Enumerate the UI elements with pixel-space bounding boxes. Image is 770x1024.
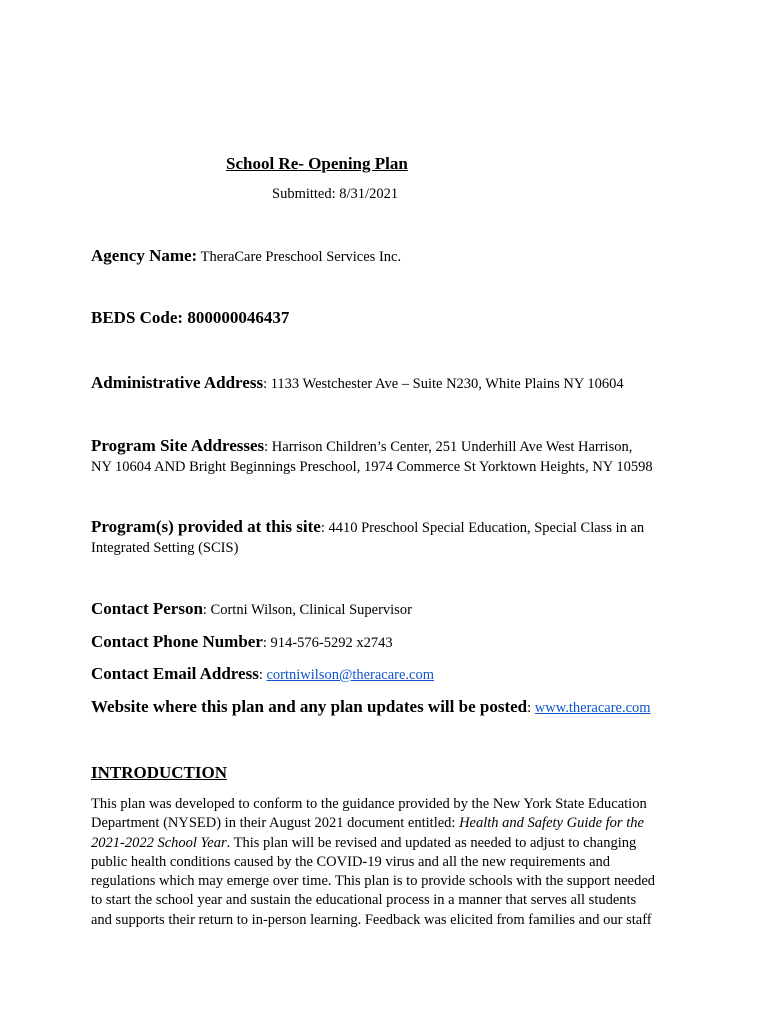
- contact-person-field: [91, 599, 412, 619]
- agency-name-label: Agency Name:: [91, 246, 198, 265]
- introduction-line: regulations which may emerge over time. This plan is to provide schools with the support needed: [91, 873, 656, 890]
- introduction-text: . This plan will be revised and updated as needed to adjust to changing: [226, 834, 637, 851]
- website-separator: :: [527, 700, 535, 716]
- contact-person-value: : Cortni Wilson, Clinical Supervisor: [202, 602, 412, 618]
- page-title: School Re- Opening Plan: [226, 154, 408, 173]
- agency-name-value: TheraCare Preschool Services Inc.: [197, 249, 402, 265]
- website-link[interactable]: www.theracare.com: [534, 700, 651, 716]
- introduction-paragraph: [91, 795, 683, 930]
- contact-person-label: Contact Person: [91, 599, 203, 618]
- program-site-addresses-field: [91, 436, 691, 477]
- submitted-date: Submitted: 8/31/2021: [272, 186, 399, 202]
- website-label: Website where this plan and any plan updates will be posted: [91, 697, 528, 716]
- introduction-line: This plan was developed to conform to the guidance provided by the New York State Education: [91, 796, 647, 812]
- programs-provided-value-line2: Integrated Setting (SCIS): [91, 539, 239, 556]
- contact-phone-value: : 914-576-5292 x2743: [262, 635, 393, 651]
- website-field: [91, 697, 651, 717]
- program-site-addresses-value-line2: NY 10604 AND Bright Beginnings Preschool, 1974 Commerce St Yorktown Heights, NY 10598: [91, 458, 653, 475]
- program-site-addresses-value-line1: : Harrison Children’s Center, 251 Underhill Ave West Harrison,: [264, 439, 633, 455]
- programs-provided-value-line1: : 4410 Preschool Special Education, Special Class in an: [320, 520, 645, 536]
- program-site-addresses-label: Program Site Addresses: [91, 436, 265, 455]
- contact-email-link[interactable]: cortniwilson@theracare.com: [266, 667, 435, 683]
- introduction-text: Department (NYSED) in their August 2021 document entitled:: [91, 815, 460, 832]
- beds-code-label: BEDS Code: 800000046437: [91, 308, 290, 327]
- administrative-address-field: [91, 373, 624, 393]
- contact-email-label: Contact Email Address: [91, 664, 259, 683]
- contact-phone-label: Contact Phone Number: [91, 632, 263, 651]
- introduction-italic-title: 2021-2022 School Year: [91, 834, 227, 851]
- introduction-line: to start the school year and sustain the educational process in a manner that serves all students: [91, 892, 637, 909]
- contact-phone-field: [91, 632, 393, 652]
- contact-email-separator: :: [258, 667, 267, 683]
- administrative-address-label: Administrative Address: [91, 373, 264, 392]
- introduction-line: public health conditions caused by the COVID-19 virus and all the new requirements and: [91, 853, 611, 870]
- contact-email-field: [91, 664, 434, 684]
- introduction-line: [91, 834, 683, 853]
- introduction-line: [91, 814, 683, 833]
- introduction-heading: INTRODUCTION: [91, 763, 228, 782]
- introduction-line: and supports their return to in-person learning. Feedback was elicited from families and our staff: [91, 911, 652, 928]
- administrative-address-value: : 1133 Westchester Ave – Suite N230, White Plains NY 10604: [263, 376, 624, 392]
- programs-provided-label: Program(s) provided at this site: [91, 517, 321, 536]
- programs-provided-field: [91, 517, 691, 558]
- agency-name-field: [91, 246, 401, 266]
- beds-code-field: [91, 308, 289, 328]
- introduction-italic-title: Health and Safety Guide for the: [459, 815, 644, 832]
